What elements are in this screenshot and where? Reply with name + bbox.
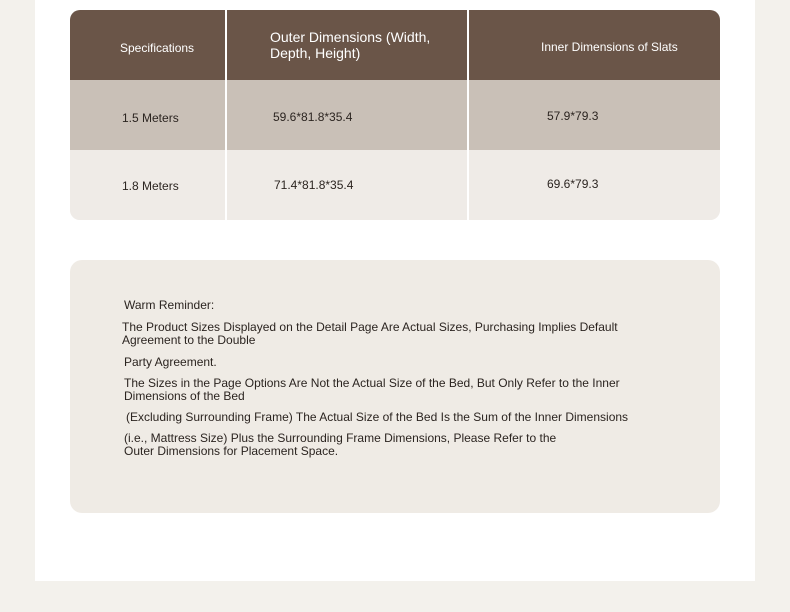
size-spec-table (70, 10, 720, 220)
table-row (70, 80, 720, 150)
reminder-line: (Excluding Surrounding Frame) The Actual Size of the Bed Is the Sum of the Inner Dimensions (126, 410, 629, 424)
outer-dimensions-cell: 59.6*81.8*35.4 (273, 110, 353, 124)
inner-dimensions-cell: 57.9*79.3 (547, 109, 599, 123)
outer-dimensions-cell: 71.4*81.8*35.4 (274, 178, 354, 192)
reminder-title: Warm Reminder: (124, 298, 215, 312)
reminder-line: The Sizes in the Page Options Are Not the Actual Size of the Bed, But Only Refer to the Inner Dimensions of the Bed (124, 376, 620, 403)
table-row (70, 150, 720, 220)
header-outer-dimensions: Outer Dimensions (Width, Depth, Height) (270, 29, 431, 61)
table-header-row (70, 10, 720, 80)
detail-page (35, 0, 755, 581)
inner-dimensions-cell: 69.6*79.3 (547, 177, 599, 191)
header-inner-dimensions: Inner Dimensions of Slats (541, 40, 678, 54)
reminder-line: Party Agreement. (124, 355, 217, 369)
warm-reminder-panel (70, 260, 720, 513)
column-divider (225, 10, 227, 220)
spec-cell: 1.8 Meters (122, 179, 179, 193)
spec-cell: 1.5 Meters (122, 111, 179, 125)
header-specifications: Specifications (120, 41, 195, 55)
column-divider (467, 10, 469, 220)
reminder-line: (i.e., Mattress Size) Plus the Surrounding Frame Dimensions, Please Refer to the Outer Dimensions for Placement Space. (124, 431, 557, 458)
reminder-line: The Product Sizes Displayed on the Detail Page Are Actual Sizes, Purchasing Implies Default Agreement to the Double (122, 320, 618, 347)
